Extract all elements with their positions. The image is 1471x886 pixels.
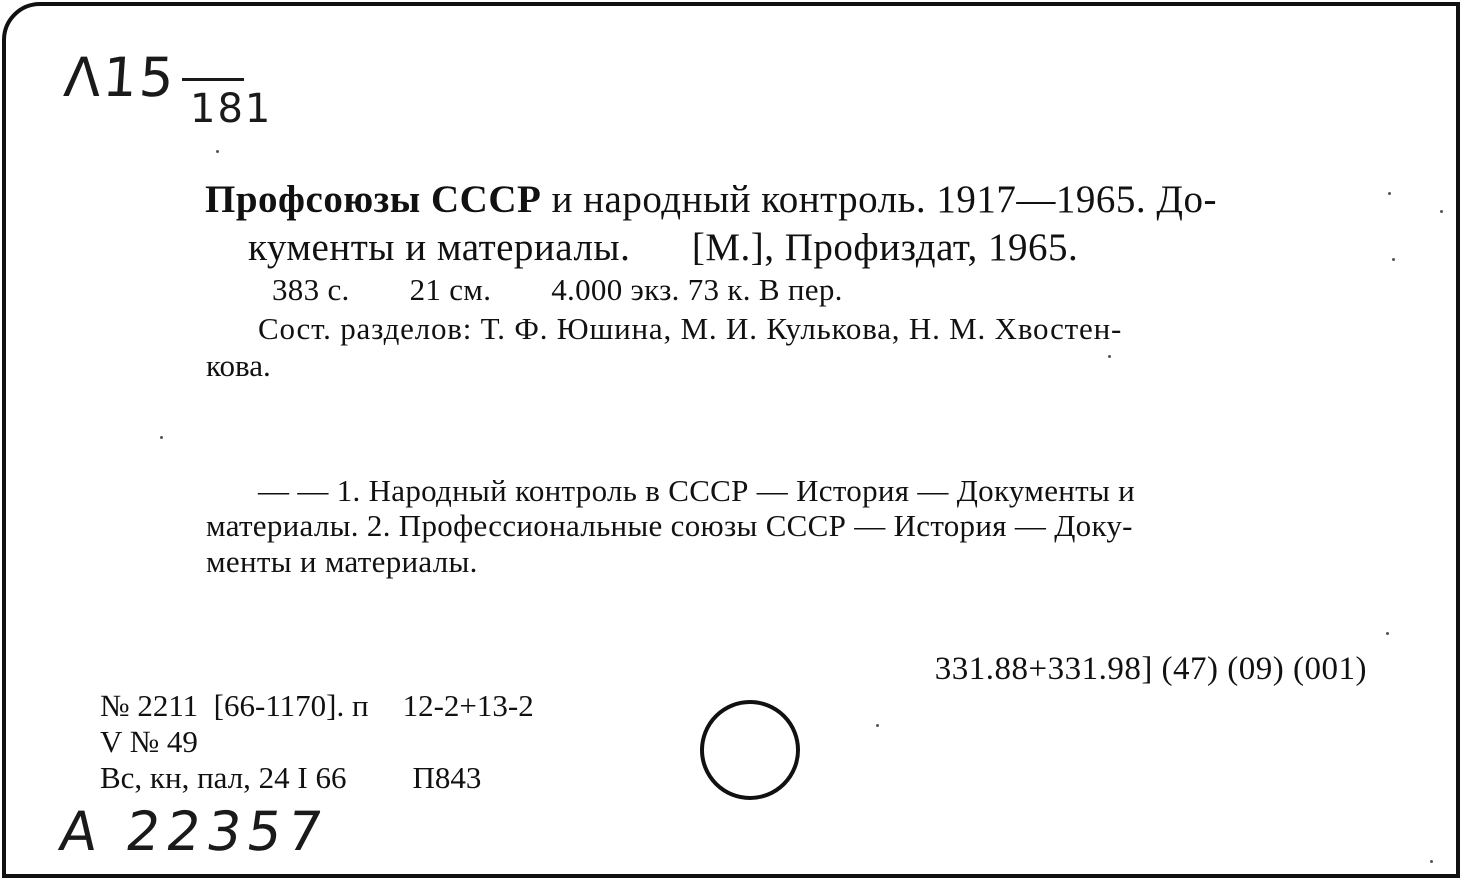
imprint-copies: 4.000 экз. 73 к. В пер. [551,272,843,307]
classification-index: 331.88+331.98] (47) (09) (001) [934,651,1367,687]
order-number: № 2211 [66-1170]. п [100,688,369,723]
speck [160,436,163,439]
speck [1440,210,1443,213]
imprint-line [272,274,843,305]
subjects-line-3: менты и материалы. [206,544,478,579]
tech-line-2: V № 49 [100,724,198,759]
print-code-2: П843 [412,760,482,795]
punch-hole [700,700,800,800]
title-bold: Профсоюзы СССР [205,178,542,221]
speck [1386,632,1389,635]
speck [876,724,879,727]
subjects-line-2: материалы. 2. Профессиональные союзы СССР — История — Доку- [206,508,1133,543]
print-code: 12-2+13-2 [402,688,534,723]
shelf-mark-line1: Λ15 [61,46,178,109]
speck [1430,860,1433,863]
speck [216,150,219,153]
inventory-number: A 22357 [55,800,333,863]
compilers-line-2: кова. [206,348,271,383]
title-line-2: кументы и материалы. [М.], Профиздат, 1965. [248,226,1079,269]
speck [1388,192,1391,195]
compilers-line-1: Сост. разделов: Т. Ф. Юшина, М. И. Кулькова, Н. М. Хвостен- [258,311,1123,346]
speck [1108,355,1111,358]
imprint-pages: 383 с. [272,272,350,307]
shelf-mark-line2: 181 [190,86,273,132]
imprint-size: 21 см. [409,272,492,307]
tech-line-1 [100,690,534,721]
speck [1392,258,1395,261]
title-line-1 [205,180,1217,219]
subjects-line-1: — — 1. Народный контроль в СССР — История — Документы и [258,473,1136,508]
print-info: Вс, кн, пал, 24 I 66 [100,760,347,795]
tech-line-3 [100,762,481,793]
title-rest: и народный контроль. 1917—1965. До- [541,178,1217,221]
